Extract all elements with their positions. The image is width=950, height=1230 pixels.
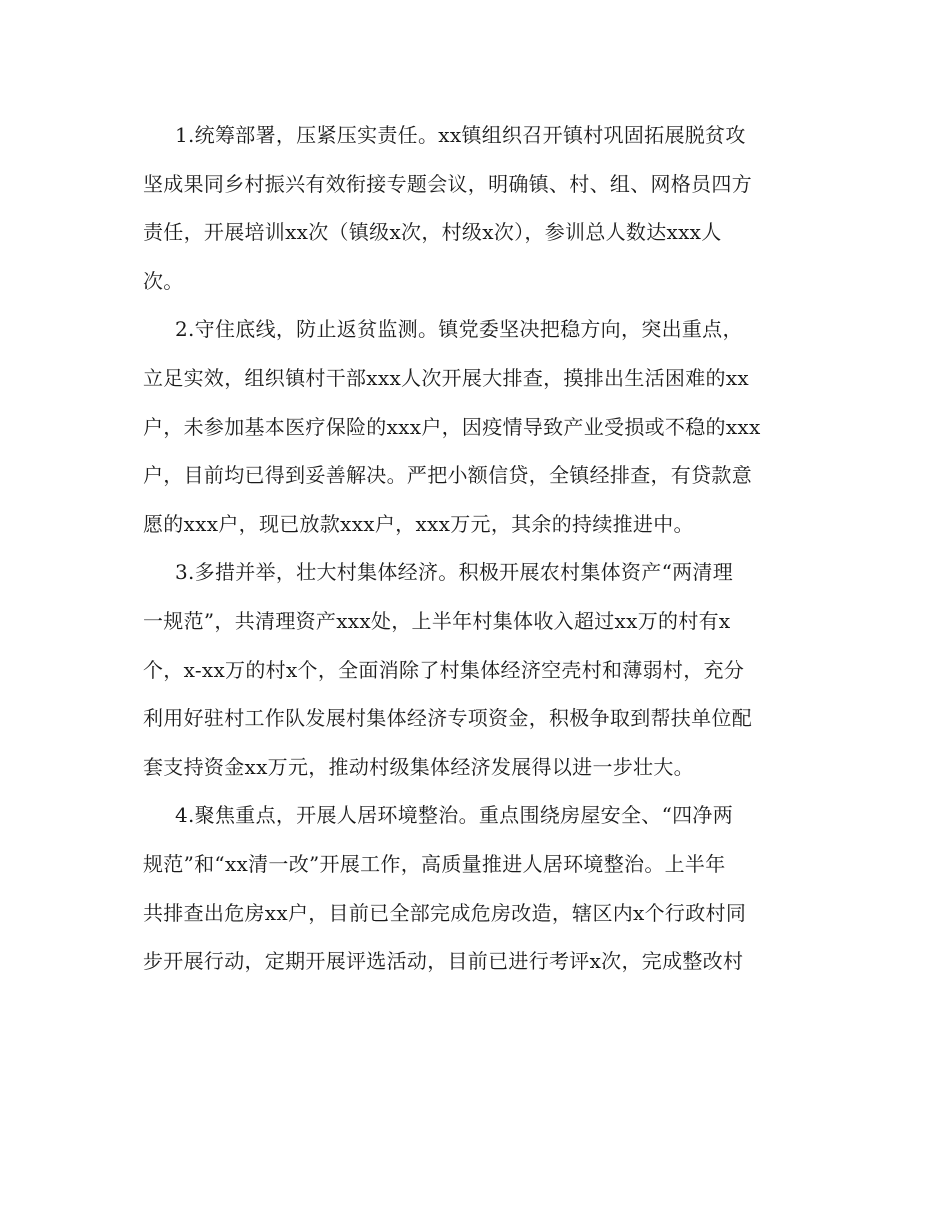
paragraph-2	[143, 305, 807, 548]
paragraph-line: 坚成果同乡村振兴有效衔接专题会议，明确镇、村、组、网格员四方	[143, 171, 752, 196]
paragraph-line: 愿的xxx户，现已放款xxx户，xxx万元，其余的持续推进中。	[143, 511, 694, 536]
paragraph-line: 个，x-xx万的村x个，全面消除了村集体经济空壳村和薄弱村，充分	[143, 657, 745, 682]
paragraph-line: 一规范”，共清理资产xxx处，上半年村集体收入超过xx万的村有x	[143, 608, 731, 633]
paragraph-line: 1.统筹部署，压紧压实责任。xx镇组织召开镇村巩固拓展脱贫攻	[175, 123, 746, 147]
paragraph-line: 套支持资金xx万元，推动村级集体经济发展得以进一步壮大。	[143, 754, 694, 779]
paragraph-line: 利用好驻村工作队发展村集体经济专项资金，积极争取到帮扶单位配	[143, 706, 752, 731]
paragraph-1	[143, 111, 807, 305]
paragraph-line: 2.守住底线，防止返贫监测。镇党委坚决把稳方向，突出重点，	[175, 317, 743, 342]
paragraph-line: 步开展行动，定期开展评选活动，目前已进行考评x次，完成整改村	[143, 949, 744, 974]
paragraph-line: 共排查出危房xx户，目前已全部完成危房改造，辖区内x个行政村同	[143, 900, 747, 925]
paragraph-line: 户，目前均已得到妥善解决。严把小额信贷，全镇经排查，有贷款意	[143, 463, 752, 488]
paragraph-line: 次。	[143, 268, 184, 293]
paragraph-line: 户，未参加基本医疗保险的xxx户，因疫情导致产业受损或不稳的xxx	[143, 414, 761, 439]
paragraph-line: 责任，开展培训xx次（镇级x次，村级x次），参训总人数达xxx人	[143, 220, 722, 245]
paragraph-line: 4.聚焦重点，开展人居环境整治。重点围绕房屋安全、“四净两	[175, 803, 734, 828]
paragraph-line: 立足实效，组织镇村干部xxx人次开展大排查，摸排出生活困难的xx	[143, 365, 749, 390]
paragraph-line: 3.多措并举，壮大村集体经济。积极开展农村集体资产“两清理	[175, 560, 734, 585]
paragraph-4	[143, 791, 807, 985]
paragraph-3	[143, 548, 807, 791]
paragraph-line: 规范”和“xx清一改”开展工作，高质量推进人居环境整治。上半年	[143, 851, 726, 876]
document-body	[143, 111, 807, 986]
